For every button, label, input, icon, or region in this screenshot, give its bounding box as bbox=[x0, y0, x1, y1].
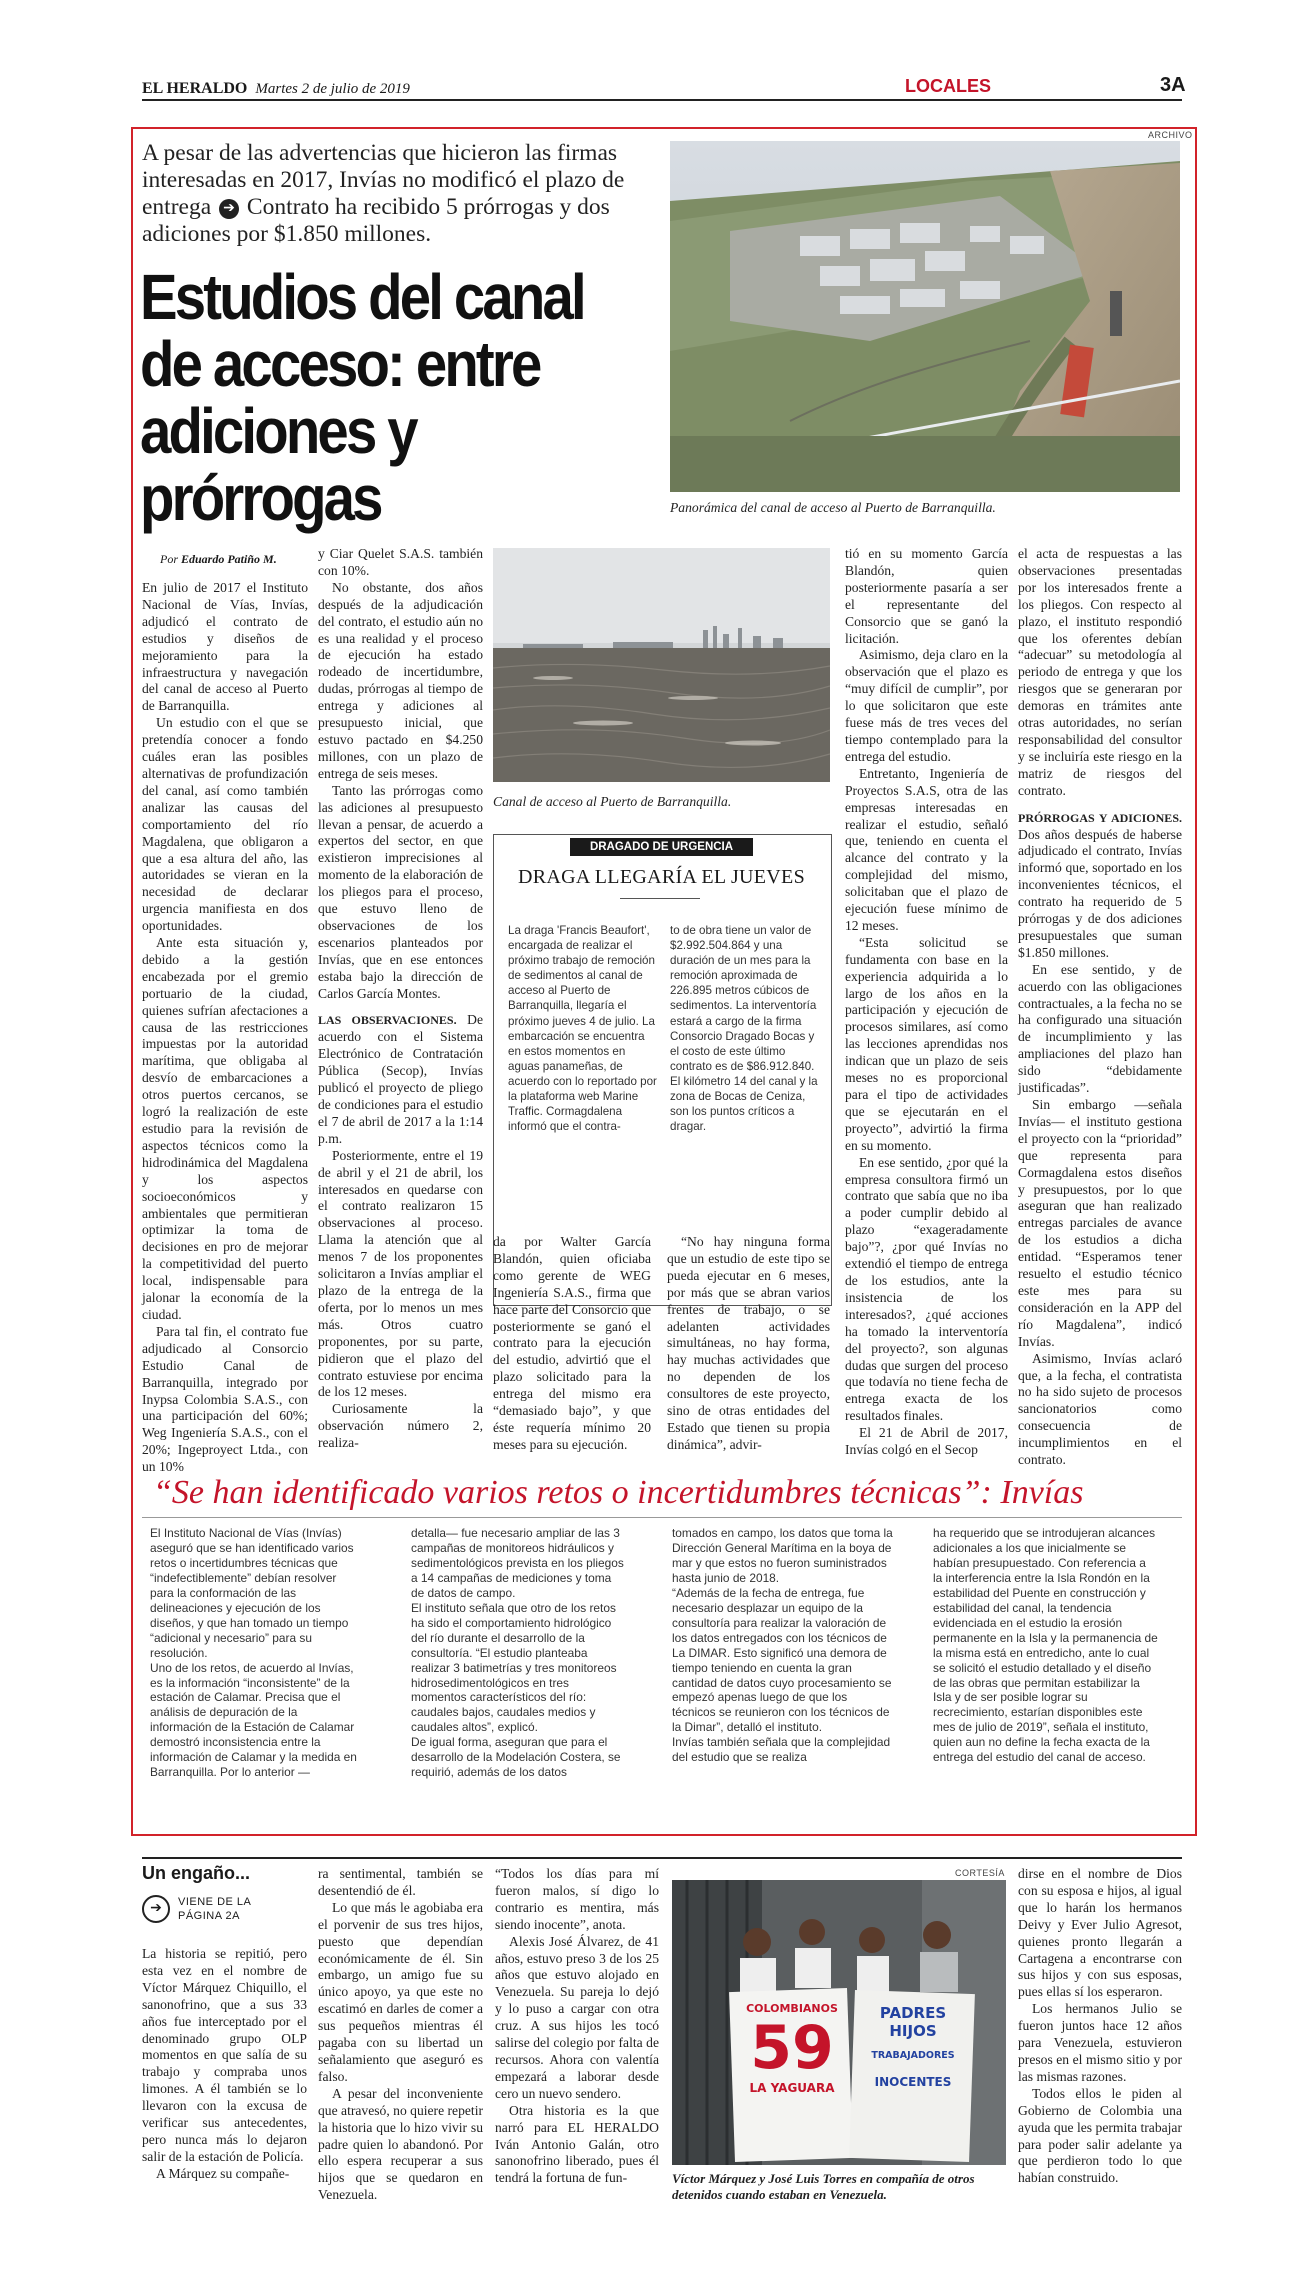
paragraph: Para tal fin, el contrato fue adjudicado al Consorcio Estudio Canal de Barranquilla, integrado por Inypsa Colombia S.A.S., con una participación del 60%; Weg Ingeniería S.A.S., con el 20%; Ingeproyect Ltda., con un 10% bbox=[142, 1323, 308, 1475]
byline-author: Eduardo Patiño M. bbox=[181, 552, 277, 566]
banner-left-line-1: COLOMBIANOS bbox=[746, 2002, 838, 2015]
paragraph: da por Walter García Blandón, quien oficiaba como gerente de WEG Ingeniería S.A.S., firma que hace parte del Consorcio que posteriormente se ganó el contrato para la ejecución del estudio, advirtió que el plazo solicitado para la entrega del mismo era “demasiado bajo”, y que éste requería mínimo 20 meses para su ejecución. bbox=[493, 1234, 651, 1452]
continued-from-link[interactable] bbox=[142, 1895, 312, 1923]
main-photo-caption: Panorámica del canal de acceso al Puerto de Barranquilla. bbox=[670, 500, 996, 515]
paragraph: Curiosamente la observación número 2, realiza- bbox=[318, 1401, 483, 1451]
article-column-6 bbox=[1018, 546, 1182, 1469]
sidebar-title: “Se han identificado varios retos o incertidumbres técnicas”: Invías bbox=[153, 1474, 1084, 1511]
paragraph-text: De acuerdo con el Sistema Electrónico de Contratación Pública (Secop), Invías publicó el proyecto de pliego de condiciones para el estudio el 7 de abril de 2017 a la 1:14 p.m. bbox=[318, 1012, 483, 1146]
article-column-1 bbox=[142, 580, 308, 1476]
bottom-column-1 bbox=[142, 1946, 307, 2183]
article-column-3 bbox=[493, 1234, 651, 1454]
banner-right-line-2: HIJOS bbox=[889, 2022, 937, 2040]
subhead: LAS OBSERVACIONES. bbox=[318, 1013, 457, 1028]
section-name: LOCALES bbox=[905, 76, 992, 96]
article-column-5 bbox=[845, 546, 1008, 1459]
box-tag: DRAGADO DE URGENCIA bbox=[570, 838, 753, 856]
byline-prefix: Por bbox=[160, 552, 178, 566]
banner-left-number: 59 bbox=[750, 2013, 834, 2083]
kicker-text-1: A pesar de las advertencias que hicieron las firmas interesadas en 2017, Invías no modificó el plazo de entrega bbox=[142, 140, 625, 220]
sidebar-column-4: ha requerido que se introdujeran alcances adicionales a los que inicialmente se habían presupuestado. Con referencia a la interferencia entre la Isla Rondón en la estabilidad del Puente en construcción y estabilidad del canal, la tendencia evidenciada en el estudio la erosión permanente en la Isla y la permanencia de la misma está en entredicho, ante lo cual se solicitó el estudio detallado y el diseño de las obras que permitan estabilizar la Isla y de ser posible lograr su recrecimiento, estarían disponibles este mes de julio de 2019”, señala el instituto, quien aun no define la fecha exacta de la entrega del estudio del canal de acceso. bbox=[933, 1526, 1158, 1765]
paragraph: En julio de 2017 el Instituto Nacional de Vías, Invías, adjudicó el contrato de estudios y diseños de mejoramiento para la infraestructura y navegación del canal de acceso al Puerto de Barranquilla. bbox=[142, 580, 308, 714]
bottom-column-4 bbox=[1018, 1866, 1182, 2187]
paragraph: Posteriormente, entre el 19 de abril y el 21 de abril, los interesados en quedarse con el contrato realizaron 15 observaciones al proceso. Llama la atención que al menos 7 de los proponentes solicitaron a Invías ampliar el plazo de la entrega de la oferta, por lo menos un mes más. Otros cuatro proponentes, por su parte, pidieron que el plazo del contrato estuviese por encima de los 12 meses. bbox=[318, 1147, 483, 1400]
section-rule bbox=[142, 1857, 1182, 1859]
paragraph: Lo que más le agobiaba era el porvenir de sus tres hijos, puesto que dependían económicamente de él. Sin embargo, un amigo fue su único apoyo, ya que este no escatimó en darles de comer a sus pequeños mientras él pagaba con su libertad un señalamiento que aseguró es falso. bbox=[318, 1899, 483, 2084]
paragraph: Ante esta situación y, debido a la gestión encabezada por el gremio portuario de la ciudad, quienes sufrían afectaciones a causa de las restricciones impuestas por la autoridad marítima, que obligaba al desvío de embarcaciones a otros puertos cercanos, se logró la realización de este estudio para la revisión de aspectos técnicos como la hidrodinámica del Magdalena y los aspectos socioeconómicos y ambientales que permitieran optimizar la toma de decisiones en pro de mejorar la competitividad del puerto local, indispensable para jalonar la economía de la ciudad. bbox=[142, 935, 308, 1322]
headline-line-3: adiciones y prórrogas bbox=[140, 395, 416, 534]
paragraph: ra sentimental, también se desentendió de él. bbox=[318, 1866, 483, 1898]
paragraph: En ese sentido, y de acuerdo con las obligaciones contractuales, a la fecha no se ha configurado una situación de incumplimiento y las ampliaciones del plazo han sido “debidamente justificadas”. bbox=[1018, 961, 1182, 1096]
article-column-2 bbox=[318, 546, 483, 1452]
issue-date: Martes 2 de julio de 2019 bbox=[255, 81, 410, 97]
banner-right-line-1: PADRES bbox=[879, 2004, 947, 2022]
paragraph: el acta de respuestas a las observaciones presentadas por los interesados frente a los pliegos. Con respecto al plazo, el instituto respondió que los oferentes debían “adecuar” su metodología al periodo de entrega y que los riesgos que se generaran por demoras en trámites ante otras autoridades, no serían responsabilidad del consultor y se incluiría este riesgo en la matriz de riesgos del contrato. bbox=[1018, 546, 1182, 798]
box-divider bbox=[620, 898, 700, 899]
article-column-4 bbox=[667, 1234, 830, 1454]
paragraph: En ese sentido, ¿por qué la empresa consultora firmó un contrato que sabía que no iba a poder cumplir debido al plazo “exageradamente bajo”?, ¿por qué Invías no extendió el tiempo de entrega de los estudios, ante la insistencia de los interesados?, ¿qué acciones ha tomado la interventoría del proyecto?, son algunas dudas que surgen del proceso que todavía no tiene fecha de entrega exacta de los resultados finales. bbox=[845, 1154, 1008, 1424]
banner-right-line-4: INOCENTES bbox=[874, 2075, 952, 2089]
paragraph: Todos ellos le piden al Gobierno de Colombia una ayuda que les permita trabajar para poder salir adelante ya que perdieron todo lo que habían construido. bbox=[1018, 2085, 1182, 2186]
paragraph: La historia se repitió, pero esta vez en el nombre de Víctor Márquez Chiquillo, el sanonofrino, que a sus 33 años fue interceptado por el denominado grupo OLP momentos en que salía de su trabajo y compraba unos limones. A él también se lo llevaron con la excusa de verificar sus antecedentes, pero nunca más lo dejaron salir de la estación de Policía. bbox=[142, 1946, 307, 2164]
main-photo-credit: ARCHIVO bbox=[1148, 130, 1193, 140]
paragraph: A Márquez su compañe- bbox=[156, 2165, 290, 2181]
paragraph: y Ciar Quelet S.A.S. también con 10%. bbox=[318, 546, 483, 578]
paragraph: A pesar del inconveniente que atravesó, no quiere repetir la historia que lo hizo vivir su padre quien lo abandonó. Por ello espera recuperar a sus hijos que se quedaron en Venezuela. bbox=[318, 2085, 483, 2203]
paragraph: “Esta solicitud se fundamenta con base en la experiencia adquirida a lo largo de los años en la participación y ejecución de procesos similares, así como las lecciones aprendidas nos indican que un plazo de seis meses no es proporcional para el tipo de actividades que se ejecutarán en el proyecto”, advirtió la firma en su momento. bbox=[845, 934, 1008, 1153]
banner-left-line-2: LA YAGUARA bbox=[749, 2081, 835, 2095]
paragraph: Los hermanos Julio se fueron juntos hace 12 años para Venezuela, estuvieron presos en el mismo sitio y por las mismas razones. bbox=[1018, 2001, 1182, 2084]
paper-title: EL HERALDO bbox=[142, 80, 248, 97]
paragraph: dirse en el nombre de Dios con su esposa e hijos, al igual que lo harán los hermanos Deivy y Ever Julio Agresot, quienes pronto llegarán a Cartagena a encontrarse con sus hijos y con sus esposas, pues ellas sí los esperaron. bbox=[1018, 1866, 1182, 2000]
paragraph: Asimismo, Invías aclaró que, a la fecha, el contratista no ha sido sujeto de procesos sancionatorios como consecuencia de incumplimientos en el contrato. bbox=[1018, 1350, 1182, 1468]
sidebar-column-3: tomados en campo, los datos que toma la Dirección General Marítima en la boya de mar y que estos no fueron suministrados hasta junio de 2018. “Además de la fecha de entrega, fue necesario desplazar un equipo de la consultoría para realizar la valoración de los datos entregados con los técnicos de La DIMAR. Esto significó una demora de tiempo teniendo en cuenta la gran cantidad de datos cuyo procesamiento se empezó apenas luego de que los técnicos se reunieron con los técnicos de la Dimar”, detalló el instituto. Invías también señala que la complejidad del estudio que se realiza bbox=[672, 1526, 893, 1765]
canal-photo bbox=[493, 548, 830, 782]
headline bbox=[140, 261, 598, 534]
header-rule bbox=[142, 99, 1182, 101]
paragraph: Un estudio con el que se pretendía conocer a fondo cuáles eran las posibles alternativas de profundización del canal, así como también analizar las causas del comportamiento del río Magdalena, que obligaron a que a esa altura del año, las autoridades se vieran en la necesidad de declarar urgencia manifiesta en dos oportunidades. bbox=[142, 715, 308, 934]
continued-from-label: VIENE DE LA PÁGINA 2A bbox=[178, 1896, 251, 1922]
box-title: DRAGA LLEGARÍA EL JUEVES bbox=[517, 866, 805, 888]
paragraph: Asimismo, deja claro en la observación que el plazo es “muy difícil de cumplir”, por lo que solicitaron que este fuese más de tres veces del tiempo contemplado para la entrega del estudio. bbox=[845, 647, 1008, 764]
paragraph: Tanto las prórrogas como las adiciones al presupuesto llevan a pensar, de acuerdo a expertos del sector, en que existieron imprecisiones al momento de la elaboración de los pliegos para el proceso, que estuvo lleno de observaciones de los escenarios planteados por Invías, que en ese entonces estaba bajo la dirección de Carlos García Montes. bbox=[318, 782, 483, 1001]
canal-photo-caption: Canal de acceso al Puerto de Barranquilla. bbox=[493, 794, 732, 809]
bottom-story-title: Un engaño... bbox=[142, 1863, 250, 1883]
banner-left bbox=[736, 2002, 848, 2095]
headline-line-2: de acceso: entre bbox=[140, 328, 540, 400]
arrow-right-icon: ➔ bbox=[142, 1895, 170, 1923]
bottom-photo-caption: Víctor Márquez y José Luis Torres en compañía de otros detenidos cuando estaban en Venezuela. bbox=[672, 2171, 975, 2202]
paragraph-text: Dos años después de haberse adjudicado el contrato, Invías informó que, soportado en los inconvenientes técnicos, el contrato ha requerido de 5 prórrogas y de dos adiciones presupuestales que suman $1.850 millones. bbox=[1018, 826, 1182, 960]
paragraph: Entretanto, Ingeniería de Proyectos S.A.S, otra de las empresas interesadas en realizar el estudio, señaló que, teniendo en cuenta el alcance del contrato y la complejidad del mismo, solicitaban que el plazo de ejecución fuese mínimo de 12 meses. bbox=[845, 765, 1008, 933]
bottom-column-2 bbox=[318, 1866, 483, 2204]
bottom-column-3 bbox=[495, 1866, 659, 2187]
paragraph: tió en su momento García Blandón, quien posteriormente pasaría a ser el representante del Consorcio que se ganó la licitación. bbox=[845, 546, 1008, 646]
paragraph: No obstante, dos años después de la adjudicación del contrato, el estudio aún no es una realidad y el proceso de ejecución ha estado rodeado de incertidumbre, dudas, prórrogas al tiempo de entrega y adiciones al presupuesto inicial, que estuvo pactado en $4.250 millones, con un plazo de entrega de seis meses. bbox=[318, 579, 483, 781]
subhead: PRÓRROGAS Y ADICIONES. bbox=[1018, 810, 1182, 825]
paragraph: “Todos los días para mí fueron malos, sí digo lo contrario es mentira, más siendo inocente”, anota. bbox=[495, 1866, 659, 1932]
paragraph: Alexis José Álvarez, de 41 años, estuvo preso 3 de los 25 años que estuvo alojado en Venezuela. Su pareja lo dejó y lo puso a cargar con otra cruz. A sus hijos les tocó salirse del colegio por falta de recursos. Ahora con valentía empezará a laborar desde cero un nuevo sendero. bbox=[495, 1933, 659, 2101]
byline bbox=[160, 552, 277, 567]
banner-right bbox=[858, 2004, 968, 2089]
bottom-photo-credit: CORTESÍA bbox=[955, 1868, 1005, 1878]
kicker-text-2: Contrato ha recibido 5 prórrogas y dos adiciones por $1.850 millones. bbox=[142, 194, 610, 247]
paragraph: Otra historia es la que narró para EL HERALDO Iván Antonio Galán, otro sanonofrino liberado, pues él tendrá la fortuna de fun- bbox=[495, 2102, 659, 2186]
sidebar-column-1: El Instituto Nacional de Vías (Invías) aseguró que se han identificado varios retos o incertidumbres técnicas que “indefectiblemente” debían resolver para la conformación de las delineaciones y ejecución de los diseños, y que han tomado un tiempo “adicional y necesario” para su resolución. Uno de los retos, de acuerdo al Invías, es la información “inconsistente” de la estación de Calamar. Precisa que el análisis de depuración de la información de la Estación de Calamar demostró inconsistencia entre la información de Calamar y la medida en Barranquilla. Por lo anterior — bbox=[150, 1526, 357, 1780]
detainees-photo bbox=[672, 1880, 1006, 2165]
newspaper-name bbox=[142, 80, 410, 98]
banner-right-line-3: TRABAJADORES bbox=[871, 2050, 955, 2061]
arrow-right-icon: ➔ bbox=[219, 199, 239, 219]
story-kicker bbox=[142, 140, 634, 248]
sidebar-column-2: detalla— fue necesario ampliar de las 3 campañas de monitoreos hidráulicos y sedimentológicos prevista en los pliegos a 14 campañas de mediciones y toma de datos de campo. El instituto señala que otro de los retos ha sido el comportamiento hidrológico del río durante el desarrollo de la consultoría. “El estudio planteaba realizar 3 batimetrías y tres monitoreos hidrosedimentológicos en tres momentos característicos del río: caudales bajos, caudales medios y caudales altos”, explicó. De igual forma, aseguran que para el desarrollo de la Modelación Costera, se requirió, además de los datos bbox=[411, 1526, 624, 1780]
paragraph: El 21 de Abril de 2017, Invías colgó en el Secop bbox=[845, 1425, 1008, 1458]
headline-line-1: Estudios del canal bbox=[140, 261, 584, 333]
sidebar-rule bbox=[142, 1517, 1182, 1518]
box-text-left: La draga 'Francis Beaufort', encargada de realizar el próximo trabajo de remoción de sedimentos al canal de acceso al Puerto de Barranquilla, llegaría el próximo jueves 4 de julio. La embarcación se encuentra en estos momentos en aguas panameñas, de acuerdo con lo reportado por la plataforma web Marine Traffic. Cormagdalena informó que el contra- bbox=[508, 924, 657, 1134]
page-number: 3A bbox=[1160, 74, 1186, 96]
aerial-port-photo bbox=[670, 141, 1180, 492]
box-text-right: to de obra tiene un valor de $2.992.504.864 y una duración de un mes para la remoción aproximada de 226.895 metros cúbicos de sedimentos. La interventoría estará a cargo de la firma Consorcio Dragado Bocas y el costo de este último contrato es de $86.912.840. El kilómetro 14 del canal y la zona de Bocas de Ceniza, son los puntos críticos a dragar. bbox=[670, 924, 818, 1134]
paragraph: “No hay ninguna forma que un estudio de este tipo se pueda ejecutar en 6 meses, por más que se abran varios frentes de trabajo, o se adelanten actividades simultáneas, no hay forma, hay muchas actividades que no dependen de los consultores de este proyecto, sino de otras entidades del Estado que tienen su propia dinámica”, advir- bbox=[667, 1234, 830, 1452]
paragraph: Sin embargo —señala Invías— el instituto gestiona el proyecto con la “prioridad” que representa para Cormagdalena estos diseños y presupuestos, por lo que aseguran que han realizado entregas parciales de avance de los estudios a dicha entidad. “Esperamos tener resuelto el estudio técnico este mes para su consideración en la APP del río Magdalena”, indicó Invías. bbox=[1018, 1097, 1182, 1349]
